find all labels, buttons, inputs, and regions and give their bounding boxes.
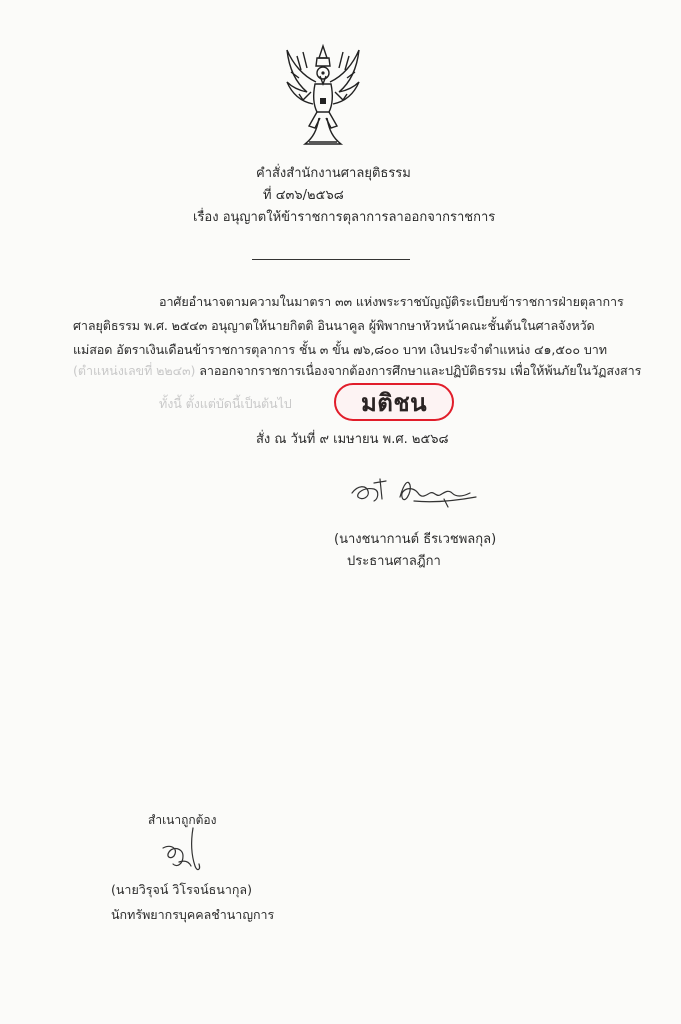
position-number-faded: (ตำแหน่งเลขที่ ๒๒๔๓) (73, 363, 196, 378)
body-line-5: ทั้งนี้ ตั้งแต่บัดนี้เป็นต้นไป (159, 396, 292, 411)
signature-icon (344, 475, 484, 511)
watermark-text: มติชน (360, 388, 428, 417)
body-line-1: อาศัยอำนาจตามความในมาตรา ๓๓ แห่งพระราชบัญญัติระเบียบข้าราชการฝ่ายตุลาการ (159, 294, 624, 309)
order-subject: เรื่อง อนุญาตให้ข้าราชการตุลาการลาออกจากราชการ (193, 210, 496, 225)
body-line-2: ศาลยุติธรรม พ.ศ. ๒๕๔๓ อนุญาตให้นายกิตติ อินนาคูล ผู้พิพากษาหัวหน้าคณะชั้นต้นในศาลจังหวัด (73, 318, 595, 333)
body-line-4 (73, 363, 641, 379)
order-title: คำสั่งสำนักงานศาลยุติธรรม (256, 166, 411, 181)
copy-certifier-title: นักทรัพยากรบุคคลชำนาญการ (111, 907, 275, 922)
date-line: สั่ง ณ วันที่ ๙ เมษายน พ.ศ. ๒๕๖๘ (256, 432, 449, 447)
signer-name: (นางชนากานต์ ธีรเวชพลกุล) (334, 532, 497, 547)
watermark-logo (334, 383, 454, 421)
copy-signature-icon (157, 826, 219, 876)
copy-certifier-name: (นายวิรุจน์ วิโรจน์ธนากุล) (111, 882, 252, 897)
header-divider (252, 259, 410, 260)
signer-title: ประธานศาลฎีกา (347, 554, 441, 569)
garuda-emblem-icon (283, 42, 363, 152)
body-line-4-rest: ลาออกจากราชการเนื่องจากต้องการศึกษาและปฏิบัติธรรม เพื่อให้พ้นภัยในวัฏสงสาร (195, 363, 642, 378)
order-number: ที่ ๔๓๖/๒๕๖๘ (263, 188, 344, 203)
body-line-3: แม่สอด อัตราเงินเดือนข้าราชการตุลาการ ชั้น ๓ ขั้น ๗๖,๘๐๐ บาท เงินประจำตำแหน่ง ๔๑,๕๐๐ บาท (73, 342, 607, 357)
certified-copy-label: สำเนาถูกต้อง (148, 813, 217, 827)
